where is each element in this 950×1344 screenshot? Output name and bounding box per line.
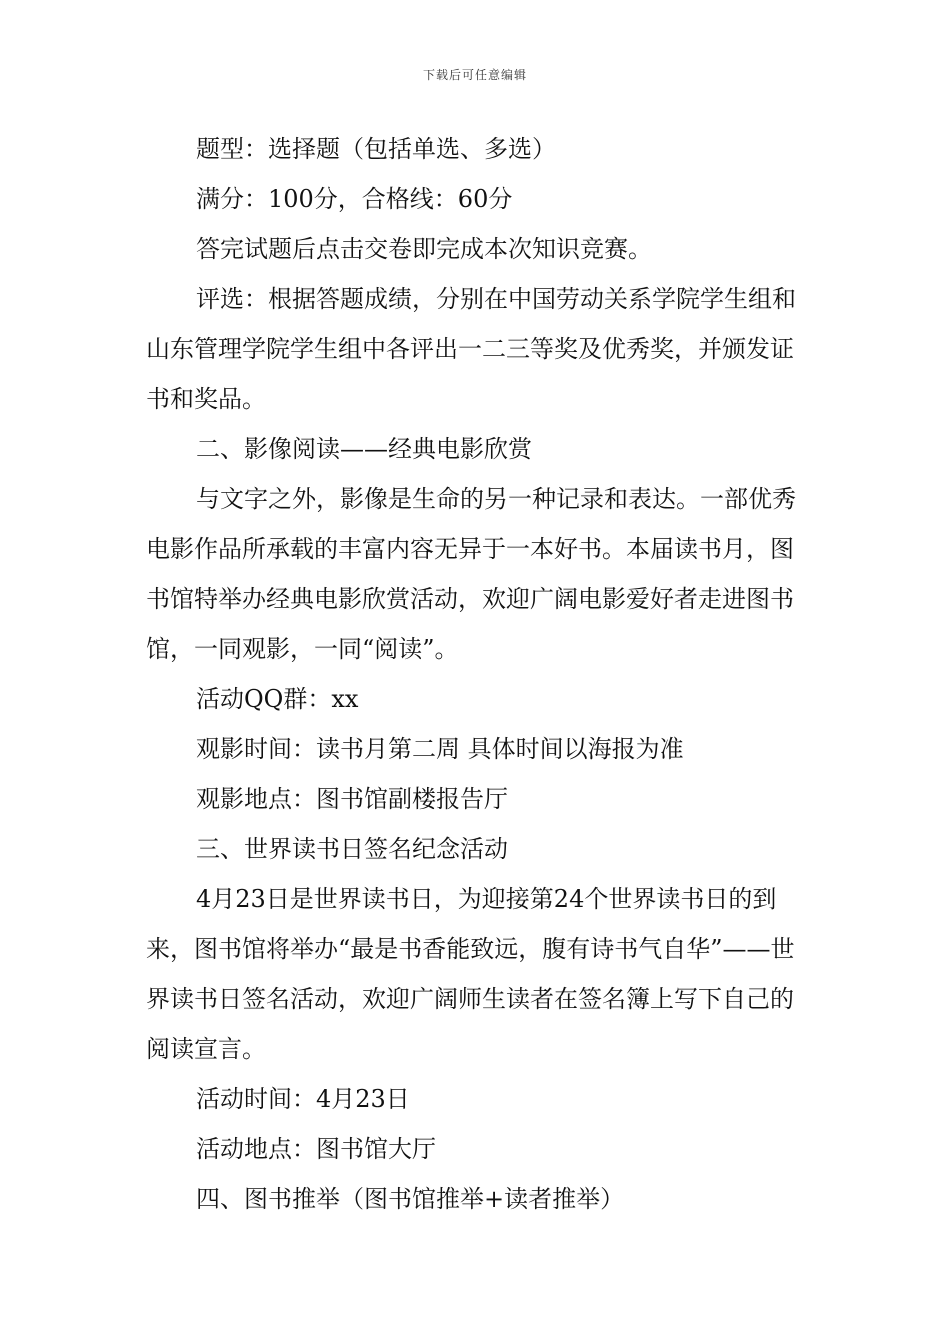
paragraph-qq-group: 活动QQ群：xx — [196, 685, 359, 713]
paragraph-film-time: 观影时间：读书月第二周 具体时间以海报为准 — [196, 735, 684, 763]
paragraph-film-intro: 与文字之外，影像是生命的另一种记录和表达。一部优秀电影作品所承载的丰富内容无异于一本好书。本届读书月，图书馆特举办经典电影欣赏活动，欢迎广阔电影爱好者走进图书馆，一同观影，一同“阅读”。 — [146, 485, 796, 663]
paragraph-activity-time: 活动时间：4月23日 — [196, 1085, 410, 1113]
paragraph-submit: 答完试题后点击交卷即完成本次知识竞赛。 — [196, 235, 652, 263]
paragraph-question-type: 题型：选择题（包括单选、多选） — [196, 135, 556, 163]
section-heading-recommendation: 四、图书推举（图书馆推举+读者推举） — [196, 1185, 625, 1213]
page-header: 下载后可任意编辑 — [422, 68, 527, 82]
paragraph-activity-location: 活动地点：图书馆大厅 — [196, 1135, 436, 1163]
section-heading-signature: 三、世界读书日签名纪念活动 — [196, 835, 508, 863]
document-body — [146, 124, 811, 1224]
paragraph-evaluation: 评选：根据答题成绩，分别在中国劳动关系学院学生组和山东管理学院学生组中各评出一二三等奖及优秀奖，并颁发证书和奖品。 — [146, 285, 796, 413]
paragraph-score: 满分：100分，合格线：60分 — [196, 185, 513, 213]
paragraph-signature-intro: 4月23日是世界读书日，为迎接第24个世界读书日的到来，图书馆将举办“最是书香能致远，腹有诗书气自华”——世界读书日签名活动，欢迎广阔师生读者在签名簿上写下自己的阅读宣言。 — [146, 885, 795, 1063]
section-heading-film: 二、影像阅读——经典电影欣赏 — [196, 435, 532, 463]
paragraph-film-location: 观影地点：图书馆副楼报告厅 — [196, 785, 508, 813]
